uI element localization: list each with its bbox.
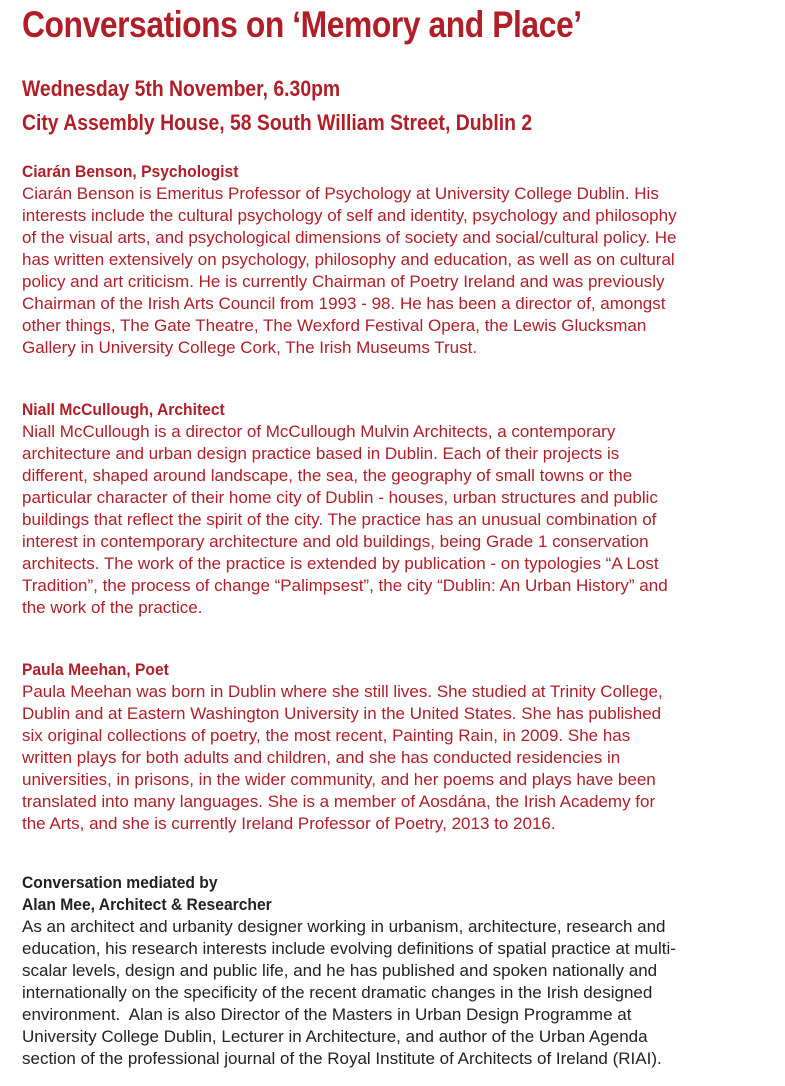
event-venue: City Assembly House, 58 South William Street, Dublin 2	[22, 110, 533, 135]
speaker-bio: Ciarán Benson is Emeritus Professor of Psychology at University College Dublin. His interests include the cultural psychology of self and identity, psychology and philosophy of the visual arts, and psychological dimensions of society and social/cultural policy. He has written extensively on psychology, philosophy and education, as well as on cultural policy and art criticism. He is currently Chairman of Poetry Ireland and was previously Chairman of the Irish Arts Council from 1993 - 98. He has been a director of, amongst other things, The Gate Theatre, The Wexford Festival Opera, the Lewis Glucksman Gallery in University College Cork, The Irish Museums Trust.	[22, 184, 677, 357]
speaker-heading: Paula Meehan, Poet	[22, 660, 169, 679]
mediator-heading-name: Alan Mee, Architect & Researcher	[22, 895, 272, 914]
speaker-bio: Paula Meehan was born in Dublin where she still lives. She studied at Trinity College, Dublin and at Eastern Washington University in the United States. She has published six original collections of poetry, the most recent, Painting Rain, in 2009. She has written plays for both adults and children, and she has conducted residencies in universities, in prisons, in the wider community, and her poems and plays have been translated into many languages. She is a member of Aosdána, the Irish Academy for the Arts, and she is currently Ireland Professor of Poetry, 2013 to 2016.	[22, 682, 663, 833]
mediator-bio: As an architect and urbanity designer working in urbanism, architecture, research and education, his research interests include evolving definitions of spatial practice at multi- scalar levels, design and public life, and he has published and spoken nationally and internationally on the specificity of the recent dramatic changes in the Irish designed environment. Alan is also Director of the Masters in Urban Design Programme at University College Dublin, Lecturer in Architecture, and author of the Urban Agenda section of the professional journal of the Royal Institute of Architects of Ireland (RIAI).	[22, 917, 676, 1068]
speaker-heading: Ciarán Benson, Psychologist	[22, 162, 239, 181]
speaker-section-mccullough	[22, 399, 668, 619]
mediator-section	[22, 872, 676, 1070]
speaker-bio: Niall McCullough is a director of McCullough Mulvin Architects, a contemporary architecture and urban design practice based in Dublin. Each of their projects is different, shaped around landscape, the sea, the geography of small towns or the particular character of their home city of Dublin - houses, urban structures and public buildings that reflect the spirit of the city. The practice has an unusual combination of interest in contemporary architecture and old buildings, being Grade 1 conservation architects. The work of the practice is extended by publication - on typologies “A Lost Tradition”, the process of change “Palimpsest”, the city “Dublin: An Urban History” and the work of the practice.	[22, 422, 668, 617]
speaker-section-benson	[22, 161, 677, 359]
event-date-time: Wednesday 5th November, 6.30pm	[22, 76, 341, 101]
speaker-section-meehan	[22, 659, 663, 835]
speaker-heading: Niall McCullough, Architect	[22, 400, 225, 419]
page-title: Conversations on ‘Memory and Place’	[22, 4, 582, 45]
mediator-heading-label: Conversation mediated by	[22, 873, 218, 892]
